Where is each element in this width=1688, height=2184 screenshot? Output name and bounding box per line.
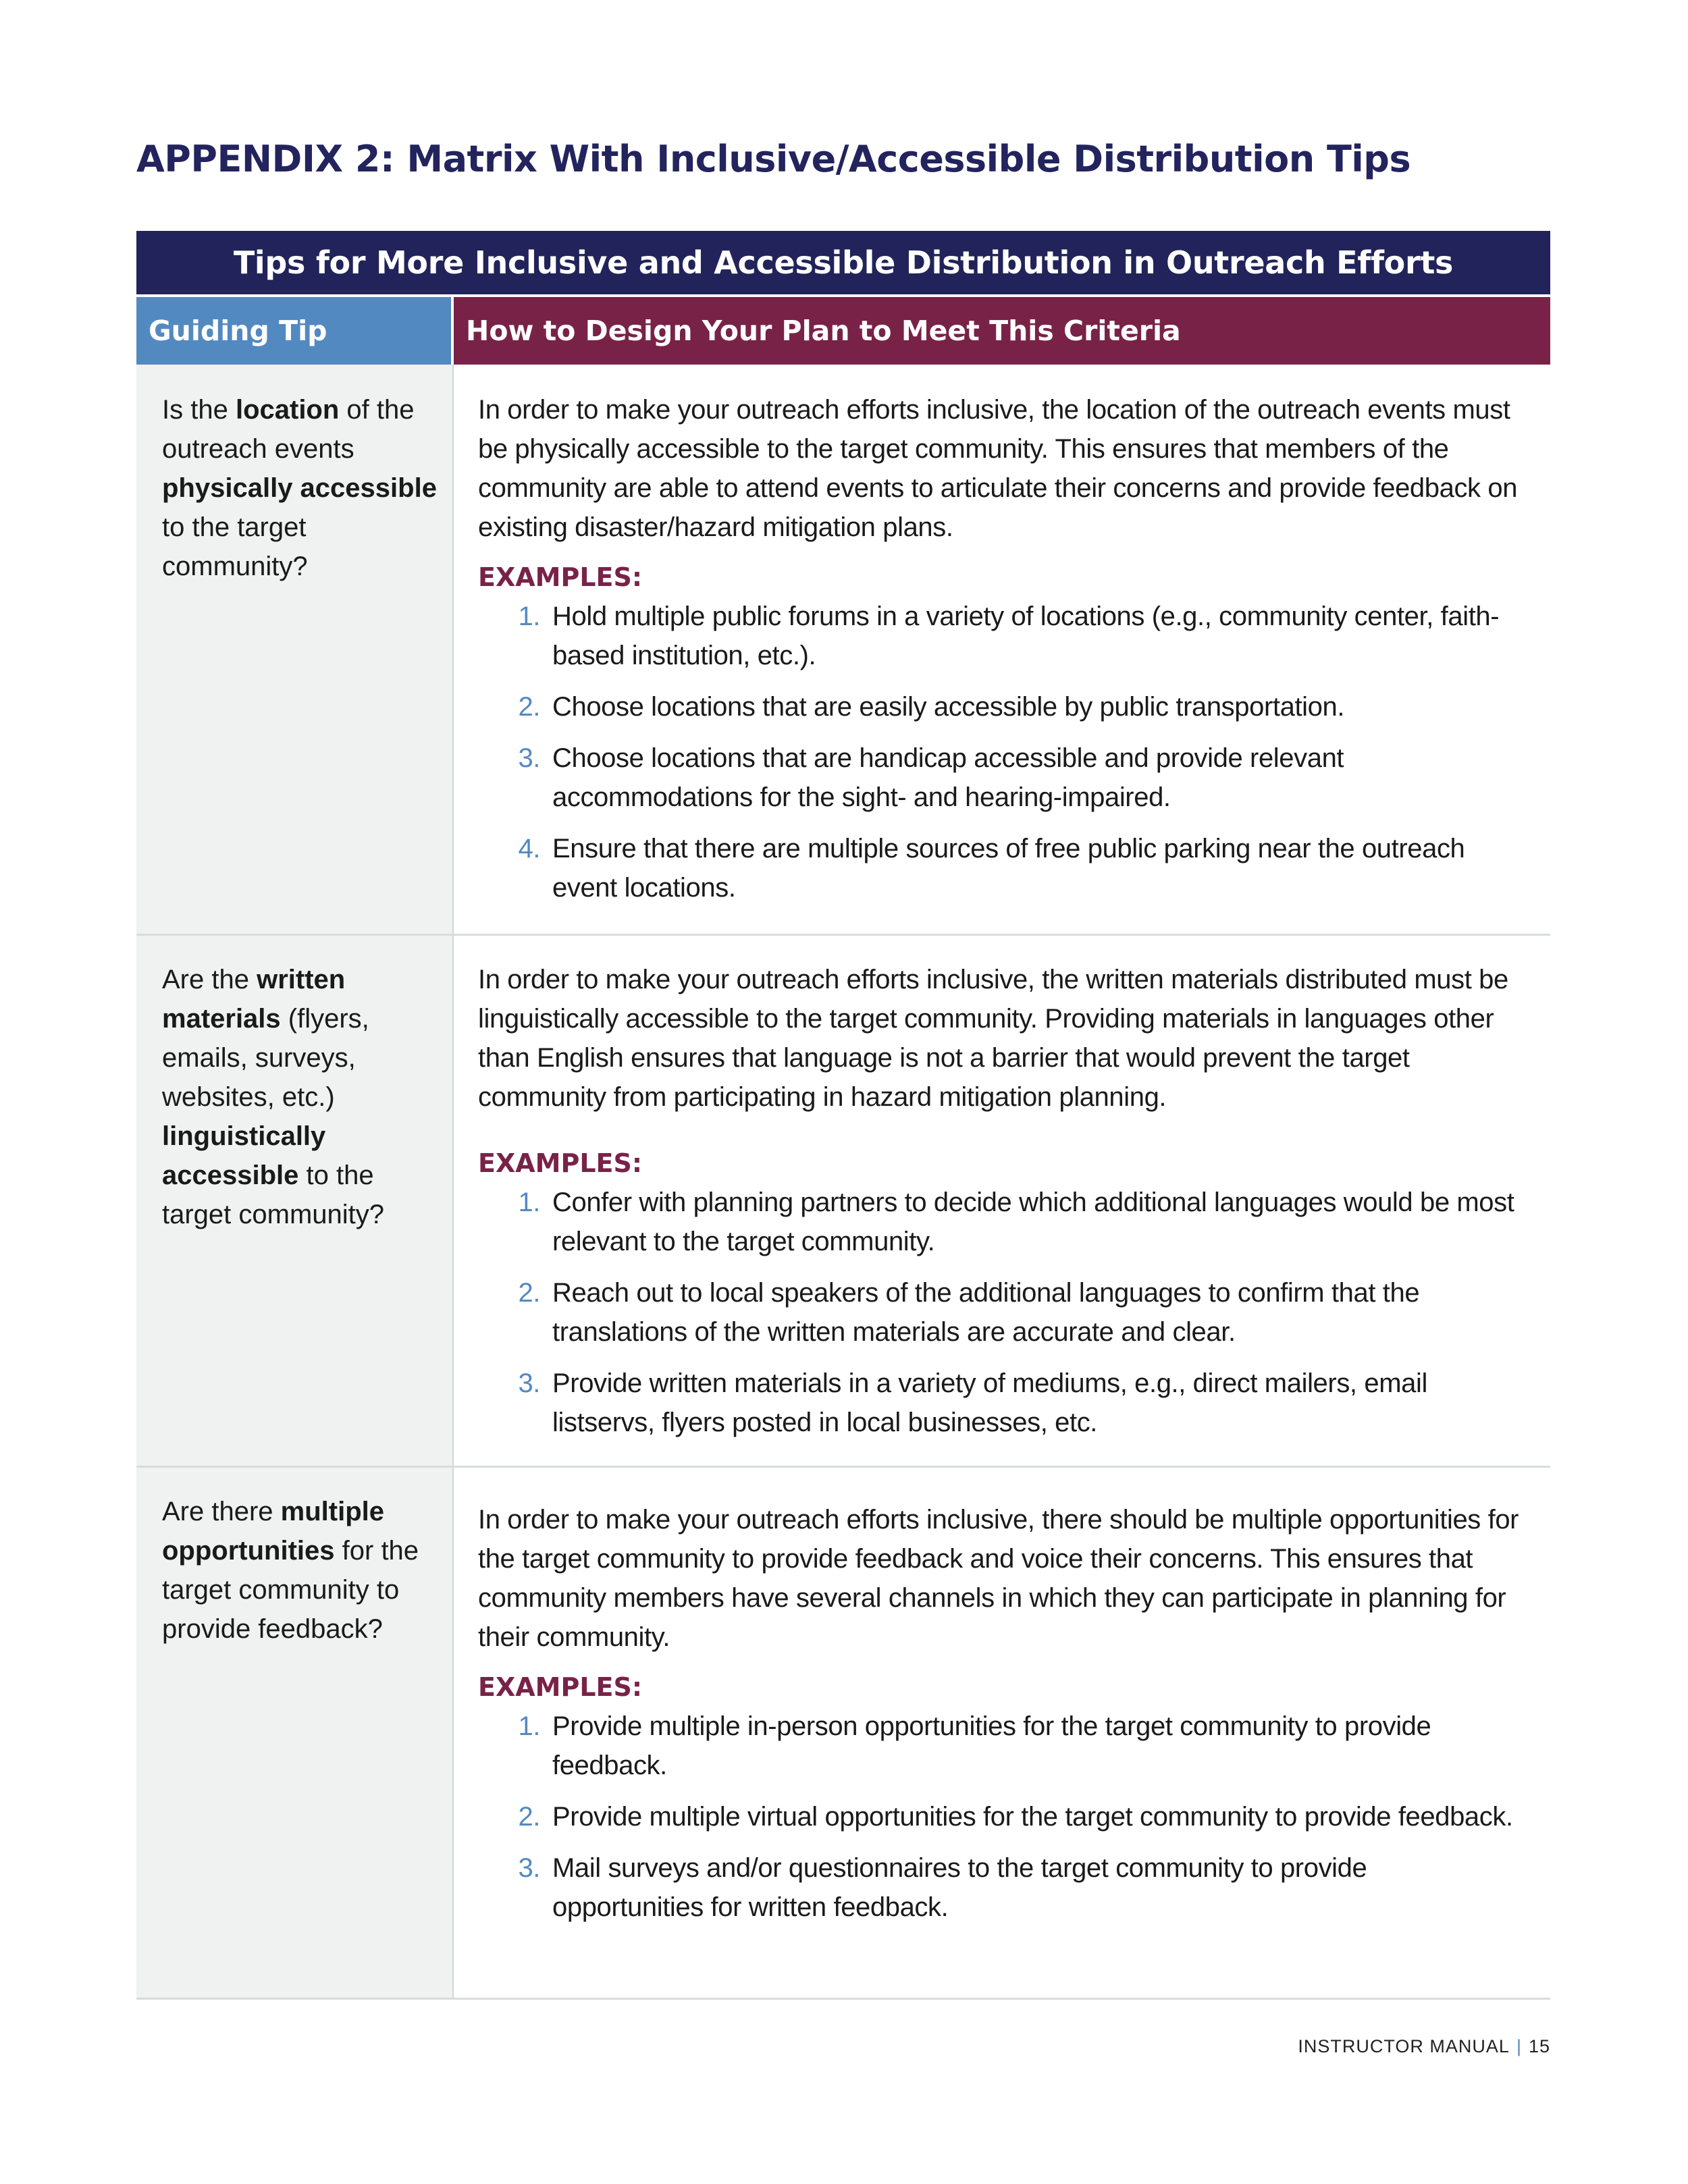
example-text: Choose locations that are handicap accessible and provide relevant accommodations for the sight- and hearing-impaired. bbox=[552, 743, 1344, 812]
criteria-description: In order to make your outreach efforts inclusive, there should be multiple opportunities for the target community to provide feedback and voice their concerns. This ensures that community members have several channels in which they can participate in planning for their community. bbox=[478, 1505, 1519, 1652]
guiding-tip-cell bbox=[136, 936, 454, 1466]
example-number: 1. bbox=[518, 1188, 540, 1217]
tip-text-emphasis: written materials bbox=[162, 965, 346, 1034]
example-number: 1. bbox=[518, 1711, 540, 1741]
example-item bbox=[478, 1183, 1523, 1261]
criteria-description: In order to make your outreach efforts inclusive, the location of the outreach events must be physically accessible to the target community. This ensures that members of the community are able to attend events to articulate their concerns and provide feedback on existing disaster/hazard mitigation plans. bbox=[478, 395, 1518, 542]
table-row bbox=[136, 365, 1550, 936]
tip-text-emphasis: location bbox=[235, 395, 340, 425]
examples-list bbox=[478, 1707, 1523, 1927]
guiding-tip-text bbox=[162, 1492, 439, 1649]
page-footer bbox=[1298, 2036, 1550, 2057]
example-number: 3. bbox=[518, 1368, 540, 1398]
page-number: 15 bbox=[1528, 2036, 1550, 2056]
example-item bbox=[478, 1797, 1523, 1836]
design-plan-cell bbox=[454, 365, 1550, 934]
example-text: Hold multiple public forums in a variety of locations (e.g., community center, faith-based institution, etc.). bbox=[552, 602, 1500, 670]
tip-text-emphasis: linguistically accessible bbox=[162, 1121, 326, 1190]
tip-text-emphasis: physically accessible bbox=[162, 473, 437, 503]
guiding-tip-text bbox=[162, 960, 439, 1234]
tips-matrix-table bbox=[136, 231, 1550, 2000]
example-text: Reach out to local speakers of the additional languages to confirm that the translations of the written materials are accurate and clear. bbox=[552, 1278, 1420, 1347]
tip-text-emphasis: multiple opportunities bbox=[162, 1497, 384, 1566]
guiding-tip-cell bbox=[136, 365, 454, 934]
example-number: 1. bbox=[518, 602, 540, 631]
example-item bbox=[478, 1364, 1523, 1442]
column-header-design-plan: How to Design Your Plan to Meet This Criteria bbox=[454, 297, 1550, 365]
example-text: Provide multiple virtual opportunities for the target community to provide feedback. bbox=[552, 1802, 1513, 1832]
example-text: Provide written materials in a variety of mediums, e.g., direct mailers, email listservs, flyers posted in local businesses, etc. bbox=[552, 1368, 1427, 1437]
tip-text-segment: Are the bbox=[162, 965, 257, 994]
example-item bbox=[478, 739, 1523, 817]
example-item bbox=[478, 829, 1523, 907]
example-text: Ensure that there are multiple sources of free public parking near the outreach event locations. bbox=[552, 834, 1465, 903]
example-number: 3. bbox=[518, 743, 540, 773]
example-number: 3. bbox=[518, 1853, 540, 1883]
example-item bbox=[478, 597, 1523, 675]
column-header-guiding-tip: Guiding Tip bbox=[136, 297, 451, 365]
tip-text-segment: (flyers, emails, surveys, websites, etc.) bbox=[162, 1004, 369, 1112]
example-number: 2. bbox=[518, 692, 540, 722]
tip-text-segment: of the outreach events bbox=[162, 395, 415, 464]
example-number: 4. bbox=[518, 834, 540, 863]
example-item bbox=[478, 687, 1523, 726]
footer-manual-label: INSTRUCTOR MANUAL bbox=[1298, 2036, 1510, 2056]
example-text: Confer with planning partners to decide which additional languages would be most relevant to the target community. bbox=[552, 1188, 1514, 1256]
example-number: 2. bbox=[518, 1802, 540, 1832]
guiding-tip-cell bbox=[136, 1468, 454, 1998]
table-row bbox=[136, 1468, 1550, 2000]
tip-text-segment: for the target community to provide feedback? bbox=[162, 1536, 419, 1644]
table-header-row bbox=[136, 297, 1550, 365]
design-plan-cell bbox=[454, 936, 1550, 1466]
examples-list bbox=[478, 597, 1523, 907]
examples-heading: EXAMPLES: bbox=[478, 1148, 643, 1178]
tip-text-segment: to the target community? bbox=[162, 512, 308, 581]
footer-separator: | bbox=[1516, 2036, 1522, 2056]
example-item bbox=[478, 1707, 1523, 1785]
design-plan-cell bbox=[454, 1468, 1550, 1998]
examples-heading: EXAMPLES: bbox=[478, 1672, 643, 1702]
example-item bbox=[478, 1848, 1523, 1927]
table-banner: Tips for More Inclusive and Accessible Distribution in Outreach Efforts bbox=[136, 231, 1550, 294]
tip-text-segment: Is the bbox=[162, 395, 236, 425]
tip-text-segment: to the target community? bbox=[162, 1161, 385, 1229]
guiding-tip-text bbox=[162, 390, 439, 586]
example-number: 2. bbox=[518, 1278, 540, 1308]
examples-list bbox=[478, 1183, 1523, 1442]
example-item bbox=[478, 1273, 1523, 1352]
tip-text-segment: Are there bbox=[162, 1497, 281, 1526]
criteria-description: In order to make your outreach efforts inclusive, the written materials distributed must be linguistically accessible to the target community. Providing materials in languages other than English ensures that language is not a barrier that would prevent the target community from participating in hazard mitigation planning. bbox=[478, 965, 1508, 1112]
examples-heading: EXAMPLES: bbox=[478, 562, 643, 592]
example-text: Mail surveys and/or questionnaires to the target community to provide opportunities for written feedback. bbox=[552, 1853, 1367, 1922]
page-title: APPENDIX 2: Matrix With Inclusive/Accessible Distribution Tips bbox=[136, 138, 1411, 180]
table-row bbox=[136, 936, 1550, 1468]
example-text: Choose locations that are easily accessible by public transportation. bbox=[552, 692, 1345, 722]
example-text: Provide multiple in-person opportunities for the target community to provide feedback. bbox=[552, 1711, 1431, 1780]
